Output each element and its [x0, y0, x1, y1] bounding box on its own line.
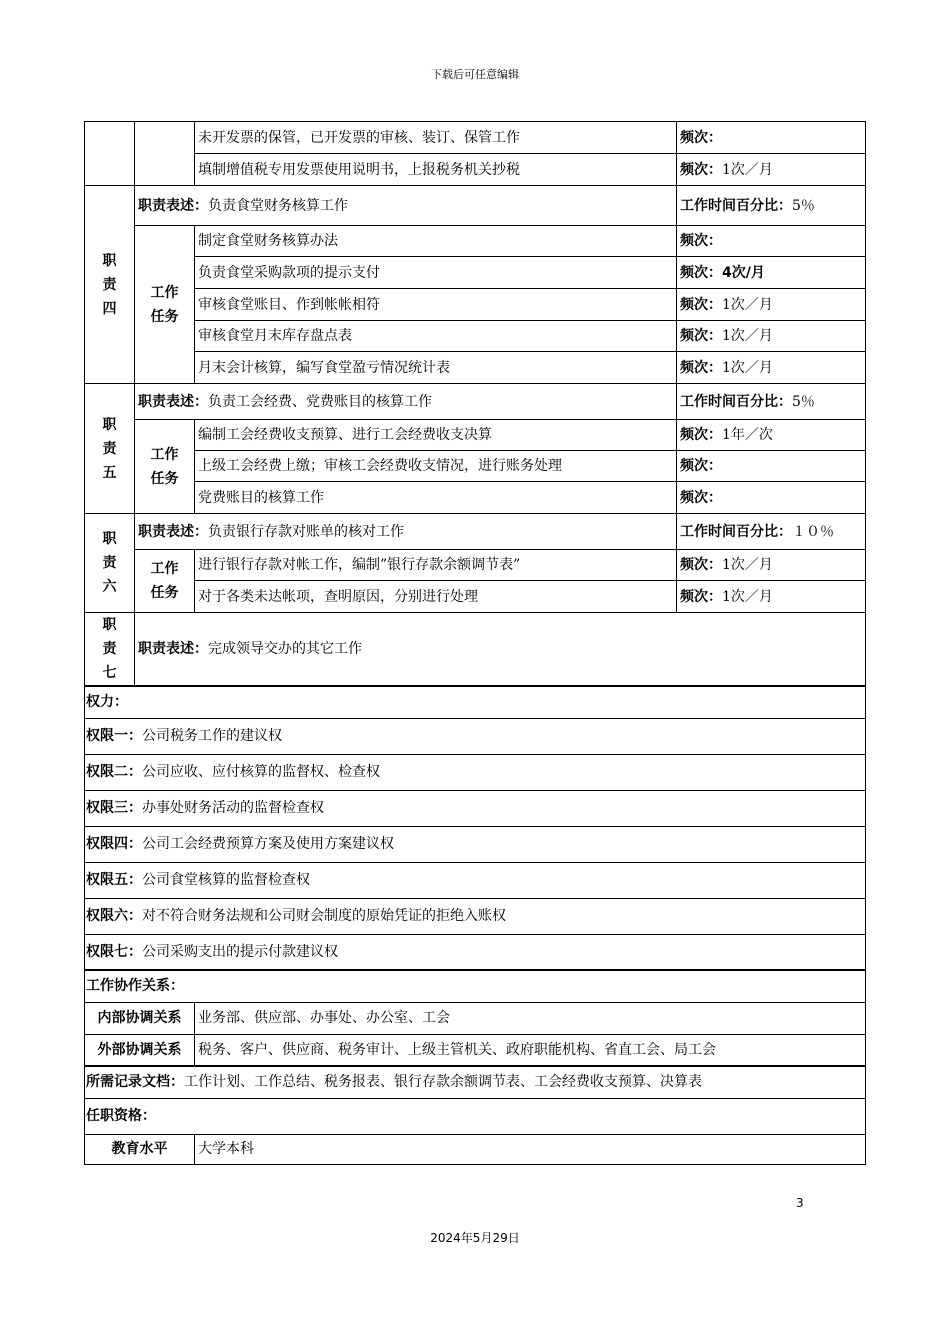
- task-text: 填制增值税专用发票使用说明书，上报税务机关抄税: [195, 154, 677, 186]
- freq-cell: 频次：1次／月: [677, 581, 866, 613]
- freq-cell: 频次：1次／月: [677, 352, 866, 384]
- freq-label: 频次：: [680, 129, 722, 146]
- records-row: [85, 1066, 866, 1098]
- task-text: 审核食堂账目、作到帐帐相符: [195, 289, 677, 321]
- authority-row: 权限三：办事处财务活动的监督检查权: [85, 790, 866, 826]
- freq-cell: 频次：1年／次: [677, 420, 866, 451]
- task-text: 进行银行存款对帐工作，编制”银行存款余额调节表”: [195, 550, 677, 581]
- task-text: 审核食堂月末库存盘点表: [195, 321, 677, 352]
- education-label: 教育水平: [85, 1134, 195, 1164]
- task-text: 上级工会经费上缴；审核工会经费收支情况，进行账务处理: [195, 451, 677, 482]
- pct-label: 工作时间百分比：: [680, 197, 792, 214]
- qualification-row: [85, 1134, 866, 1164]
- freq-value: 1次／月: [722, 161, 773, 178]
- pct-cell: 工作时间百分比：5％: [677, 384, 866, 420]
- freq-cell: 频次：: [677, 226, 866, 257]
- task-text: 负责食堂采购款项的提示支付: [195, 257, 677, 289]
- authority-row: 权限六：对不符合财务法规和公司财会制度的原始凭证的拒绝入账权: [85, 898, 866, 934]
- task-text: 编制工会经费收支预算、进行工会经费收支决算: [195, 420, 677, 451]
- external-text: 税务、客户、供应商、税务审计、上级主管机关、政府职能机构、省直工会、局工会: [195, 1034, 866, 1066]
- freq-cell: 频次：1次／月: [677, 550, 866, 581]
- duty-name: 职 责 六: [85, 514, 135, 613]
- authority-row: [85, 718, 866, 754]
- relation-row: [85, 1034, 866, 1066]
- internal-text: 业务部、供应部、办事处、办公室、工会: [195, 1002, 866, 1034]
- task-row: [85, 289, 866, 321]
- task-row: [85, 226, 866, 257]
- authority-row: 权限五：公司食堂核算的监督检查权: [85, 862, 866, 898]
- duty-name: 职 责 七: [85, 613, 135, 687]
- freq-cell: [677, 154, 866, 186]
- task-row: [85, 581, 866, 613]
- page-number: 3: [796, 1196, 804, 1210]
- task-row: [85, 550, 866, 581]
- duty-desc-label: 职责表述：: [138, 197, 208, 214]
- duty-desc: 职责表述：负责银行存款对账单的核对工作: [135, 514, 677, 550]
- qualification-title: 任职资格：: [85, 1098, 866, 1134]
- duty-desc-row: [85, 613, 866, 687]
- task-row: [85, 352, 866, 384]
- task-text: 对于各类未达帐项，查明原因，分别进行处理: [195, 581, 677, 613]
- task-row: [85, 420, 866, 451]
- duty-desc-text: 负责食堂财务核算工作: [208, 197, 348, 214]
- duty-desc-row: [85, 186, 866, 226]
- section-header-row: [85, 686, 866, 718]
- records-label: 所需记录文档：: [86, 1074, 184, 1091]
- task-text: 制定食堂财务核算办法: [195, 226, 677, 257]
- external-label: 外部协调关系: [85, 1034, 195, 1066]
- task-text: 未开发票的保管，已开发票的审核、装订、保管工作: [195, 122, 677, 154]
- relations-title: 工作协作关系：: [85, 970, 866, 1002]
- task-text: 月末会计核算，编写食堂盈亏情况统计表: [195, 352, 677, 384]
- task-text: 党费账目的核算工作: [195, 482, 677, 514]
- task-label: 工作 任务: [135, 550, 195, 613]
- task-label-empty: [135, 122, 195, 186]
- page-header: 下载后可任意编辑: [431, 68, 519, 81]
- duty-name: 职 责 五: [85, 384, 135, 514]
- task-row: [85, 321, 866, 352]
- page-date: 2024年5月29日: [430, 1231, 520, 1245]
- authority-label: 权限一：: [86, 728, 142, 744]
- pct-cell: [677, 186, 866, 226]
- education-text: 大学本科: [195, 1134, 866, 1164]
- task-row: [85, 482, 866, 514]
- authority-row: 权限七：公司采购支出的提示付款建议权: [85, 934, 866, 970]
- duty-cell-empty: [85, 122, 135, 186]
- task-label: 工作 任务: [135, 226, 195, 384]
- internal-label: 内部协调关系: [85, 1002, 195, 1034]
- freq-cell: 频次：: [677, 451, 866, 482]
- freq-cell: 频次：: [677, 482, 866, 514]
- records-text: 工作计划、工作总结、税务报表、银行存款余额调节表、工会经费收支预算、决算表: [184, 1074, 702, 1091]
- authority-title: 权力：: [85, 686, 866, 718]
- duty-name: 职 责 四: [85, 186, 135, 384]
- duty-desc: 职责表述：负责工会经费、党费账目的核算工作: [135, 384, 677, 420]
- duty-desc-row: [85, 514, 866, 550]
- freq-label: 频次：: [680, 161, 722, 178]
- section-header-row: [85, 970, 866, 1002]
- section-header-row: [85, 1098, 866, 1134]
- task-row: [85, 451, 866, 482]
- duty-desc: 职责表述：完成领导交办的其它工作: [135, 613, 866, 687]
- authority-row: 权限二：公司应收、应付核算的监督权、检查权: [85, 754, 866, 790]
- pct-value: 5％: [792, 197, 815, 214]
- task-row: [85, 154, 866, 186]
- task-row: [85, 122, 866, 154]
- relation-row: [85, 1002, 866, 1034]
- pct-cell: 工作时间百分比：１０％: [677, 514, 866, 550]
- freq-cell: 频次：1次／月: [677, 321, 866, 352]
- authority-row: 权限四：公司工会经费预算方案及使用方案建议权: [85, 826, 866, 862]
- freq-cell: [677, 122, 866, 154]
- freq-cell: 频次：1次／月: [677, 289, 866, 321]
- authority-text: 公司税务工作的建议权: [142, 728, 282, 744]
- job-description-table: [84, 121, 866, 1165]
- freq-cell: 频次：4次/月: [677, 257, 866, 289]
- task-row: [85, 257, 866, 289]
- duty-desc: [135, 186, 677, 226]
- task-label: 工作 任务: [135, 420, 195, 514]
- duty-desc-row: [85, 384, 866, 420]
